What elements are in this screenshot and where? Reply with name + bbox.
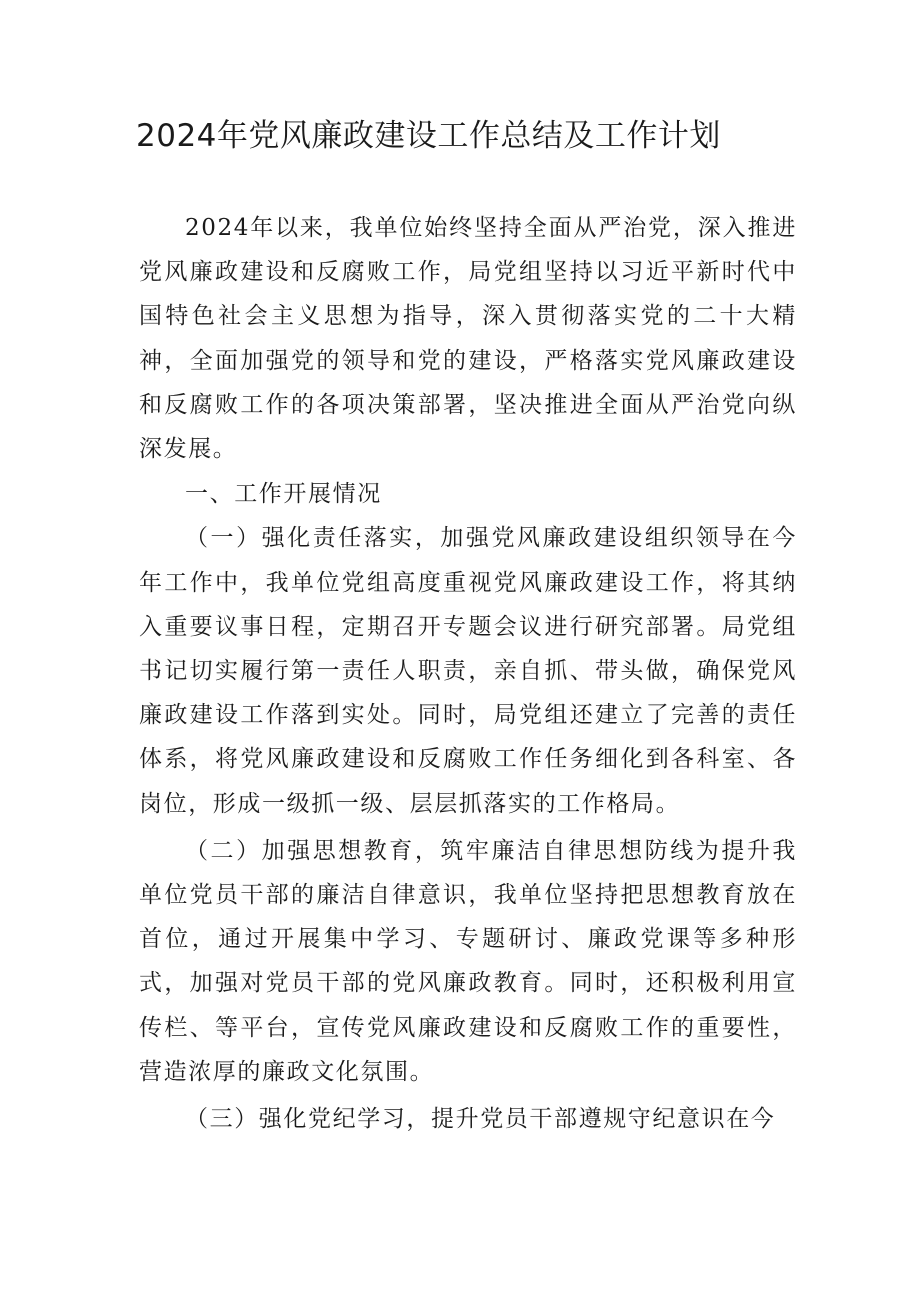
section-3-paragraph: （三）强化党纪学习，提升党员干部遵规守纪意识在今 <box>185 1106 776 1133</box>
document-body <box>139 206 797 1141</box>
section-1-paragraph: （一）强化责任落实，加强党风廉政建设组织领导在今年工作中，我单位党组高度重视党风廉政建设工作，将其纳入重要议事日程，定期召开专题会议进行研究部署。局党组书记切实履行第一责任人职责，亲自抓、带头做，确保党风廉政建设工作落到实处。同时，局党组还建立了完善的责任体系，将党风廉政建设和反腐败工作任务细化到各科室、各岗位，形成一级抓一级、层层抓落实的工作格局。 <box>139 525 797 817</box>
section-heading: 一、工作开展情况 <box>185 481 382 508</box>
section-2-paragraph: （二）加强思想教育，筑牢廉洁自律思想防线为提升我单位党员干部的廉洁自律意识，我单位坚持把思想教育放在首位，通过开展集中学习、专题研讨、廉政党课等多种形式，加强对党员干部的党风廉政教育。同时，还积极利用宣传栏、等平台，宣传党风廉政建设和反腐败工作的重要性，营造浓厚的廉政文化氛围。 <box>139 837 797 1085</box>
intro-paragraph: 2024年以来，我单位始终坚持全面从严治党，深入推进党风廉政建设和反腐败工作，局党组坚持以习近平新时代中国特色社会主义思想为指导，深入贯彻落实党的二十大精神，全面加强党的领导和党的建设，严格落实党风廉政建设和反腐败工作的各项决策部署，坚决推进全面从严治党向纵深发展。 <box>139 215 797 463</box>
document-title: 2024年党风廉政建设工作总结及工作计划 <box>136 118 721 154</box>
